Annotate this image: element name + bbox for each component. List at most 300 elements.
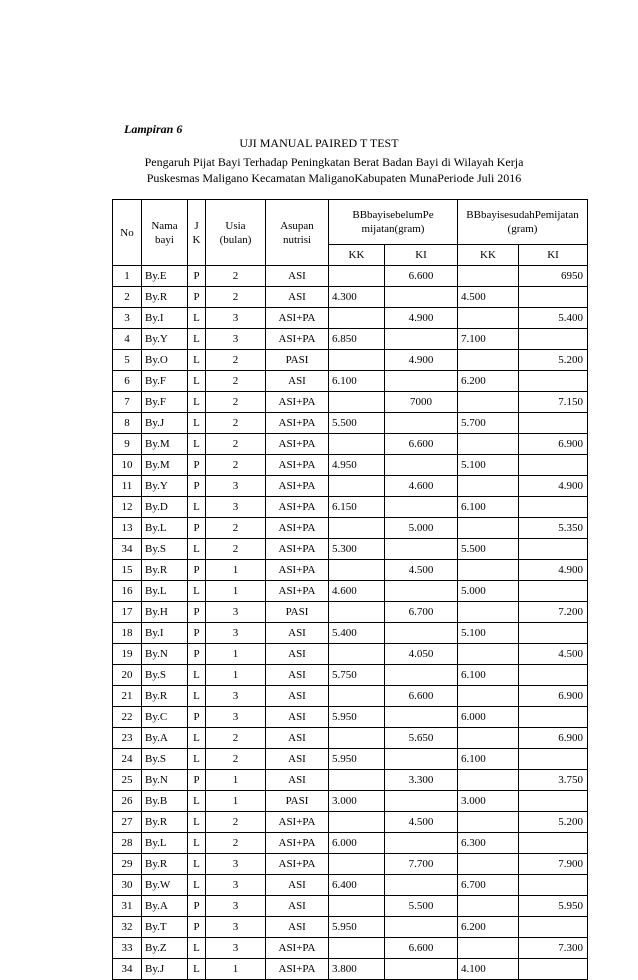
cell-asupan: ASI (266, 665, 329, 686)
table-row (113, 917, 588, 938)
cell-jk: P (188, 476, 206, 497)
cell-usia: 2 (206, 287, 266, 308)
cell-asupan: ASI (266, 371, 329, 392)
cell-ki-after: 6.900 (519, 686, 588, 707)
cell-jk: L (188, 581, 206, 602)
cell-usia: 2 (206, 728, 266, 749)
cell-nama: By.F (142, 371, 188, 392)
cell-ki-after: 5.350 (519, 518, 588, 539)
cell-ki-before (385, 413, 458, 434)
cell-kk-after: 6.100 (458, 665, 519, 686)
cell-kk-before (329, 392, 385, 413)
cell-usia: 3 (206, 854, 266, 875)
cell-ki-before (385, 833, 458, 854)
cell-nama: By.I (142, 623, 188, 644)
cell-ki-after: 4.500 (519, 644, 588, 665)
cell-usia: 1 (206, 581, 266, 602)
cell-jk: L (188, 749, 206, 770)
cell-kk-before (329, 266, 385, 287)
cell-ki-before: 4.500 (385, 812, 458, 833)
table-row (113, 371, 588, 392)
cell-asupan: PASI (266, 350, 329, 371)
cell-usia: 2 (206, 833, 266, 854)
header-jenis-kelamin: J K (188, 200, 206, 266)
cell-kk-after (458, 938, 519, 959)
table-row (113, 602, 588, 623)
table-row (113, 623, 588, 644)
header-usia: Usia (bulan) (206, 200, 266, 266)
cell-kk-after (458, 728, 519, 749)
cell-no: 32 (113, 917, 142, 938)
cell-jk: L (188, 308, 206, 329)
cell-kk-before (329, 560, 385, 581)
table-row (113, 728, 588, 749)
cell-ki-before (385, 791, 458, 812)
cell-usia: 1 (206, 959, 266, 980)
cell-asupan: ASI+PA (266, 581, 329, 602)
cell-nama: By.D (142, 497, 188, 518)
cell-no: 6 (113, 371, 142, 392)
table-row (113, 329, 588, 350)
cell-ki-after (519, 581, 588, 602)
header-asupan: Asupan nutrisi (266, 200, 329, 266)
cell-usia: 2 (206, 266, 266, 287)
cell-jk: P (188, 266, 206, 287)
cell-kk-before (329, 896, 385, 917)
cell-asupan: ASI+PA (266, 434, 329, 455)
cell-asupan: ASI (266, 707, 329, 728)
cell-jk: L (188, 791, 206, 812)
cell-kk-after (458, 602, 519, 623)
cell-ki-after: 7.150 (519, 392, 588, 413)
cell-asupan: ASI (266, 896, 329, 917)
cell-ki-after: 6.900 (519, 434, 588, 455)
cell-kk-after: 5.500 (458, 539, 519, 560)
cell-jk: L (188, 371, 206, 392)
cell-ki-before: 3.300 (385, 770, 458, 791)
cell-nama: By.L (142, 518, 188, 539)
cell-kk-after (458, 308, 519, 329)
cell-no: 31 (113, 896, 142, 917)
cell-nama: By.R (142, 287, 188, 308)
cell-nama: By.J (142, 959, 188, 980)
table-row (113, 560, 588, 581)
cell-usia: 3 (206, 329, 266, 350)
cell-kk-before: 5.750 (329, 665, 385, 686)
cell-ki-after: 3.750 (519, 770, 588, 791)
table-row (113, 959, 588, 980)
header-kk-before: KK (329, 245, 385, 266)
table-row (113, 476, 588, 497)
cell-no: 5 (113, 350, 142, 371)
cell-kk-before (329, 812, 385, 833)
cell-usia: 2 (206, 371, 266, 392)
cell-no: 24 (113, 749, 142, 770)
cell-asupan: ASI+PA (266, 833, 329, 854)
cell-kk-after: 7.100 (458, 329, 519, 350)
cell-no: 27 (113, 812, 142, 833)
cell-ki-before (385, 623, 458, 644)
cell-no: 25 (113, 770, 142, 791)
header-bb-before: BBbayisebelumPe mijatan(gram) (329, 200, 458, 245)
cell-no: 23 (113, 728, 142, 749)
cell-ki-after (519, 623, 588, 644)
cell-ki-before (385, 749, 458, 770)
cell-asupan: ASI (266, 917, 329, 938)
cell-kk-after (458, 266, 519, 287)
cell-ki-after (519, 833, 588, 854)
cell-kk-before (329, 938, 385, 959)
cell-no: 29 (113, 854, 142, 875)
cell-usia: 2 (206, 518, 266, 539)
cell-asupan: ASI+PA (266, 497, 329, 518)
cell-asupan: ASI+PA (266, 539, 329, 560)
cell-kk-after (458, 434, 519, 455)
cell-kk-after: 6.700 (458, 875, 519, 896)
cell-jk: P (188, 287, 206, 308)
table-row (113, 350, 588, 371)
cell-ki-before: 6.600 (385, 938, 458, 959)
cell-kk-after: 5.100 (458, 623, 519, 644)
cell-ki-after (519, 371, 588, 392)
cell-usia: 3 (206, 707, 266, 728)
cell-nama: By.O (142, 350, 188, 371)
table-row (113, 434, 588, 455)
cell-kk-before (329, 644, 385, 665)
cell-jk: L (188, 329, 206, 350)
cell-kk-before: 4.950 (329, 455, 385, 476)
cell-ki-after (519, 497, 588, 518)
cell-jk: L (188, 938, 206, 959)
cell-ki-after (519, 455, 588, 476)
cell-kk-before (329, 308, 385, 329)
cell-asupan: ASI (266, 287, 329, 308)
table-row (113, 497, 588, 518)
cell-nama: By.H (142, 602, 188, 623)
cell-ki-before (385, 371, 458, 392)
cell-ki-before (385, 707, 458, 728)
cell-jk: L (188, 413, 206, 434)
cell-usia: 3 (206, 938, 266, 959)
cell-jk: L (188, 833, 206, 854)
cell-no: 22 (113, 707, 142, 728)
cell-jk: L (188, 350, 206, 371)
cell-asupan: ASI+PA (266, 854, 329, 875)
cell-jk: P (188, 644, 206, 665)
cell-usia: 2 (206, 434, 266, 455)
cell-kk-after: 6.300 (458, 833, 519, 854)
cell-nama: By.S (142, 665, 188, 686)
cell-no: 17 (113, 602, 142, 623)
table-row (113, 413, 588, 434)
cell-nama: By.B (142, 791, 188, 812)
subtitle-line-1: Pengaruh Pijat Bayi Terhadap Peningkatan Berat Badan Bayi di Wilayah Kerja (144, 155, 524, 169)
cell-asupan: ASI (266, 266, 329, 287)
table-row (113, 749, 588, 770)
cell-kk-after (458, 686, 519, 707)
table-row (113, 308, 588, 329)
cell-usia: 3 (206, 476, 266, 497)
cell-nama: By.R (142, 560, 188, 581)
cell-jk: P (188, 560, 206, 581)
cell-kk-before: 5.400 (329, 623, 385, 644)
cell-no: 4 (113, 329, 142, 350)
cell-kk-before: 4.300 (329, 287, 385, 308)
cell-ki-before: 4.600 (385, 476, 458, 497)
cell-asupan: ASI (266, 749, 329, 770)
cell-jk: L (188, 497, 206, 518)
cell-kk-after: 5.700 (458, 413, 519, 434)
cell-jk: P (188, 917, 206, 938)
cell-kk-after (458, 644, 519, 665)
cell-kk-after: 3.000 (458, 791, 519, 812)
cell-kk-before (329, 770, 385, 791)
cell-nama: By.R (142, 812, 188, 833)
cell-no: 20 (113, 665, 142, 686)
document-title: UJI MANUAL PAIRED T TEST (239, 136, 399, 150)
cell-asupan: ASI (266, 728, 329, 749)
cell-kk-before: 6.850 (329, 329, 385, 350)
cell-ki-after: 5.200 (519, 350, 588, 371)
cell-nama: By.A (142, 728, 188, 749)
cell-no: 33 (113, 938, 142, 959)
cell-ki-before: 5.650 (385, 728, 458, 749)
cell-kk-after: 4.500 (458, 287, 519, 308)
cell-jk: P (188, 518, 206, 539)
table-row (113, 539, 588, 560)
cell-nama: By.M (142, 434, 188, 455)
cell-nama: By.T (142, 917, 188, 938)
cell-kk-before: 6.000 (329, 833, 385, 854)
cell-kk-after (458, 476, 519, 497)
table-row (113, 812, 588, 833)
cell-asupan: ASI+PA (266, 959, 329, 980)
table-row (113, 896, 588, 917)
cell-ki-after (519, 287, 588, 308)
cell-asupan: ASI (266, 875, 329, 896)
cell-nama: By.L (142, 833, 188, 854)
cell-no: 19 (113, 644, 142, 665)
cell-kk-before: 4.600 (329, 581, 385, 602)
cell-asupan: ASI (266, 623, 329, 644)
cell-ki-before: 7000 (385, 392, 458, 413)
cell-nama: By.N (142, 644, 188, 665)
cell-no: 1 (113, 266, 142, 287)
cell-usia: 3 (206, 602, 266, 623)
cell-kk-after: 6.100 (458, 497, 519, 518)
cell-ki-before: 5.500 (385, 896, 458, 917)
cell-asupan: ASI+PA (266, 308, 329, 329)
cell-jk: L (188, 728, 206, 749)
header-no: No (113, 200, 142, 266)
cell-usia: 2 (206, 539, 266, 560)
cell-ki-before (385, 875, 458, 896)
cell-kk-after (458, 560, 519, 581)
table-row (113, 581, 588, 602)
table-row (113, 686, 588, 707)
cell-nama: By.M (142, 455, 188, 476)
cell-kk-after: 6.200 (458, 917, 519, 938)
header-bb-after: BBbayisesudahPemijatan (gram) (458, 200, 588, 245)
cell-kk-before: 5.300 (329, 539, 385, 560)
cell-no: 15 (113, 560, 142, 581)
cell-ki-after: 6950 (519, 266, 588, 287)
cell-jk: L (188, 539, 206, 560)
cell-no: 12 (113, 497, 142, 518)
cell-nama: By.F (142, 392, 188, 413)
cell-nama: By.L (142, 581, 188, 602)
cell-kk-after: 6.000 (458, 707, 519, 728)
cell-nama: By.S (142, 539, 188, 560)
cell-usia: 3 (206, 896, 266, 917)
header-nama-bayi: Nama bayi (142, 200, 188, 266)
cell-nama: By.I (142, 308, 188, 329)
cell-nama: By.Z (142, 938, 188, 959)
cell-kk-before: 5.950 (329, 917, 385, 938)
cell-ki-before: 6.600 (385, 434, 458, 455)
cell-no: 34 (113, 959, 142, 980)
table-row (113, 770, 588, 791)
cell-nama: By.Y (142, 476, 188, 497)
cell-kk-before (329, 518, 385, 539)
cell-ki-before (385, 581, 458, 602)
cell-usia: 2 (206, 413, 266, 434)
cell-no: 26 (113, 791, 142, 812)
cell-ki-after: 7.900 (519, 854, 588, 875)
cell-kk-before (329, 434, 385, 455)
cell-kk-before: 5.950 (329, 707, 385, 728)
cell-asupan: ASI+PA (266, 455, 329, 476)
cell-ki-before: 4.900 (385, 308, 458, 329)
table-row (113, 266, 588, 287)
cell-usia: 2 (206, 350, 266, 371)
cell-jk: L (188, 959, 206, 980)
cell-nama: By.E (142, 266, 188, 287)
cell-usia: 3 (206, 917, 266, 938)
cell-jk: P (188, 707, 206, 728)
cell-ki-after (519, 665, 588, 686)
cell-ki-before: 5.000 (385, 518, 458, 539)
table-row (113, 644, 588, 665)
header-ki-after: KI (519, 245, 588, 266)
cell-asupan: ASI+PA (266, 560, 329, 581)
table-row (113, 665, 588, 686)
cell-asupan: ASI+PA (266, 392, 329, 413)
cell-kk-after (458, 350, 519, 371)
cell-ki-after (519, 329, 588, 350)
cell-nama: By.J (142, 413, 188, 434)
cell-no: 10 (113, 455, 142, 476)
cell-jk: L (188, 665, 206, 686)
table-row (113, 287, 588, 308)
cell-ki-after (519, 413, 588, 434)
cell-usia: 1 (206, 644, 266, 665)
cell-asupan: ASI (266, 644, 329, 665)
cell-no: 7 (113, 392, 142, 413)
cell-kk-before: 6.150 (329, 497, 385, 518)
cell-jk: P (188, 623, 206, 644)
cell-ki-before (385, 917, 458, 938)
table-row (113, 518, 588, 539)
cell-usia: 1 (206, 665, 266, 686)
cell-jk: L (188, 686, 206, 707)
cell-asupan: ASI+PA (266, 329, 329, 350)
cell-jk: L (188, 392, 206, 413)
cell-no: 13 (113, 518, 142, 539)
cell-ki-before (385, 497, 458, 518)
table-row (113, 854, 588, 875)
cell-kk-after (458, 812, 519, 833)
cell-asupan: ASI+PA (266, 413, 329, 434)
cell-ki-after: 4.900 (519, 476, 588, 497)
cell-kk-before (329, 854, 385, 875)
cell-no: 9 (113, 434, 142, 455)
cell-ki-after (519, 749, 588, 770)
cell-kk-before (329, 686, 385, 707)
cell-usia: 3 (206, 623, 266, 644)
cell-ki-after (519, 875, 588, 896)
table-row (113, 833, 588, 854)
cell-no: 21 (113, 686, 142, 707)
cell-ki-after: 7.300 (519, 938, 588, 959)
cell-asupan: ASI+PA (266, 938, 329, 959)
cell-asupan: PASI (266, 602, 329, 623)
cell-kk-before (329, 476, 385, 497)
cell-no: 34 (113, 539, 142, 560)
table-row (113, 392, 588, 413)
cell-kk-after: 5.000 (458, 581, 519, 602)
cell-ki-before (385, 287, 458, 308)
cell-ki-before: 7.700 (385, 854, 458, 875)
appendix-label: Lampiran 6 (124, 122, 183, 136)
cell-usia: 3 (206, 497, 266, 518)
cell-usia: 1 (206, 770, 266, 791)
cell-jk: P (188, 602, 206, 623)
cell-kk-after (458, 896, 519, 917)
cell-kk-before (329, 602, 385, 623)
cell-kk-before: 6.400 (329, 875, 385, 896)
cell-kk-before: 5.500 (329, 413, 385, 434)
table-row (113, 707, 588, 728)
cell-no: 11 (113, 476, 142, 497)
cell-kk-after (458, 392, 519, 413)
cell-usia: 3 (206, 308, 266, 329)
cell-jk: L (188, 854, 206, 875)
cell-ki-after (519, 917, 588, 938)
table-row (113, 875, 588, 896)
cell-jk: L (188, 875, 206, 896)
cell-ki-before (385, 665, 458, 686)
cell-usia: 2 (206, 749, 266, 770)
cell-jk: P (188, 770, 206, 791)
cell-asupan: ASI+PA (266, 476, 329, 497)
cell-usia: 2 (206, 812, 266, 833)
cell-kk-before: 5.950 (329, 749, 385, 770)
cell-jk: L (188, 434, 206, 455)
cell-no: 30 (113, 875, 142, 896)
table-row (113, 791, 588, 812)
cell-no: 3 (113, 308, 142, 329)
cell-nama: By.W (142, 875, 188, 896)
cell-nama: By.R (142, 854, 188, 875)
cell-kk-before (329, 728, 385, 749)
cell-ki-before (385, 539, 458, 560)
cell-nama: By.A (142, 896, 188, 917)
cell-ki-before: 6.600 (385, 686, 458, 707)
cell-no: 8 (113, 413, 142, 434)
cell-kk-before (329, 350, 385, 371)
cell-jk: P (188, 896, 206, 917)
